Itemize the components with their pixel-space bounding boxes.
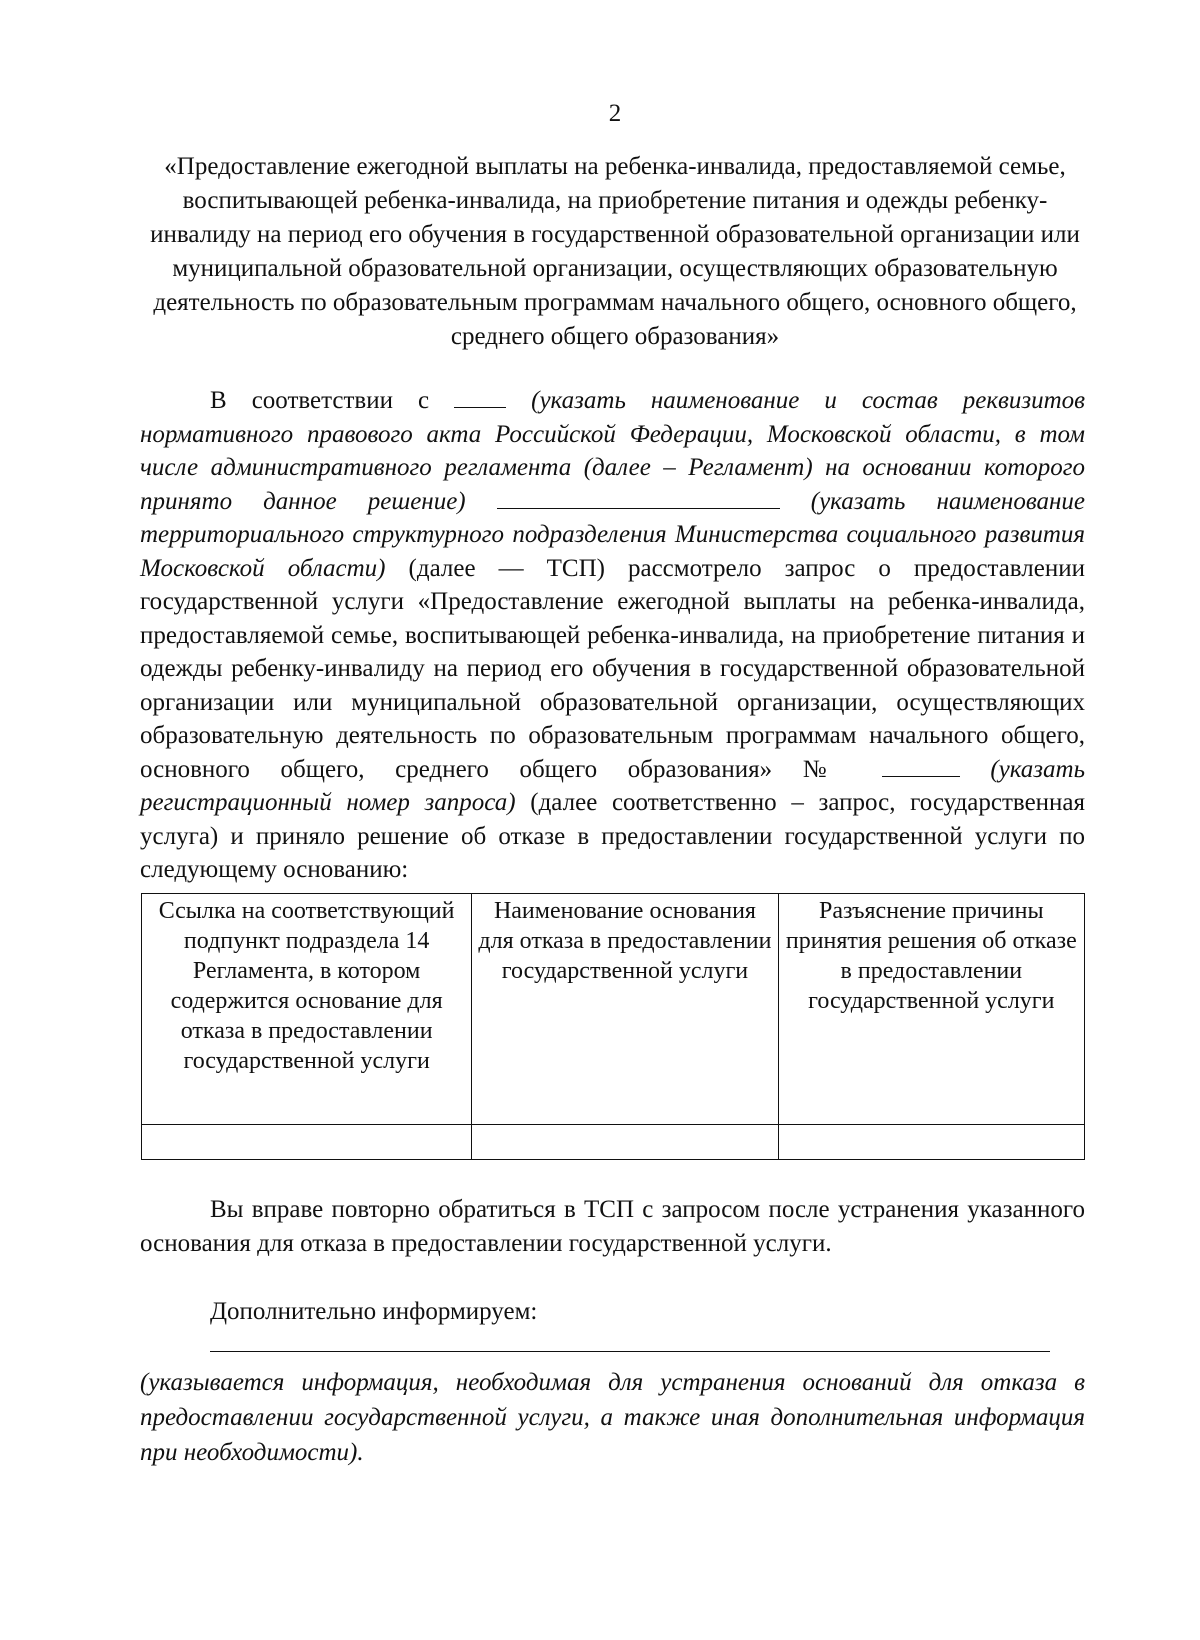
table-header-ground-name: Наименование основания для отказа в предоставлении государственной услуги: [472, 894, 778, 1125]
table-cell-reference[interactable]: [142, 1125, 472, 1160]
reapply-paragraph: Вы вправе повторно обратиться в ТСП с запросом после устранения указанного основания для отказа в предоставлении государственной услуги.: [140, 1196, 1085, 1257]
tsp-blank-field[interactable]: [497, 507, 780, 509]
table-header-reference: Ссылка на соответствующий подпункт подраздела 14 Регламента, в котором содержится основание для отказа в предоставлении государственной услуги: [142, 894, 472, 1125]
table-cell-ground-name[interactable]: [472, 1125, 778, 1160]
act-blank-field[interactable]: [454, 406, 506, 408]
table-header-explanation: Разъяснение причины принятия решения об отказе в предоставлении государственной услуги: [778, 894, 1084, 1125]
additional-info-label: Дополнительно информируем:: [210, 1298, 538, 1325]
refusal-grounds-table: [141, 893, 1085, 1160]
page-number: 2: [608, 100, 622, 127]
additional-info-note: (указывается информация, необходимая для устранения оснований для отказа в предоставлении государственной услуги, а также иная дополнительная информация при необходимости).: [140, 1369, 1085, 1466]
table-row: [142, 1125, 1085, 1160]
act-hint: (указать наименование и состав реквизитов нормативного правового акта Российской Федерации, Московской области, в том числе административного регламента (далее – Регламент) на основании которого принято данное решение): [140, 387, 1086, 515]
paragraph-middle: (далее — ТСП) рассмотрело запрос о предоставлении государственной услуги «Предоставление ежегодной выплаты на ребенка-инвалида, предоставляемой семье, воспитывающей ребенка-инвалида, на приобретение питания и одежды ребенку-инвалиду на период его обучения в государственной образовательной организации или муниципальной образовательной организации, осуществляющих образовательную деятельность по образовательным программам начального общего, основного общего, среднего общего образования» №: [140, 554, 1085, 783]
additional-info-line[interactable]: [210, 1351, 1050, 1352]
table-cell-explanation[interactable]: [778, 1125, 1084, 1160]
request-number-hint: (указать регистрационный номер запроса): [140, 755, 1085, 816]
paragraph-suffix: (далее соответственно – запрос, государственная услуга) и приняло решение об отказе в предоставлении государственной услуги по следующему основанию:: [140, 789, 1086, 883]
tsp-hint: (указать наименование территориального структурного подразделения Министерства социального развития Московской области): [140, 487, 1086, 582]
paragraph-prefix: В соответствии с: [210, 387, 430, 414]
request-number-blank-field[interactable]: [882, 775, 960, 777]
table-header-row: [142, 894, 1085, 1125]
document-title: «Предоставление ежегодной выплаты на ребенка-инвалида, предоставляемой семье, воспитывающей ребенка-инвалида, на приобретение питания и одежды ребенку-инвалиду на период его обучения в государственной образовательной организации или муниципальной образовательной организации, осуществляющих образовательную деятельность по образовательным программам начального общего, основного общего, среднего общего образования»: [150, 153, 1080, 350]
decision-paragraph: [140, 384, 1085, 887]
